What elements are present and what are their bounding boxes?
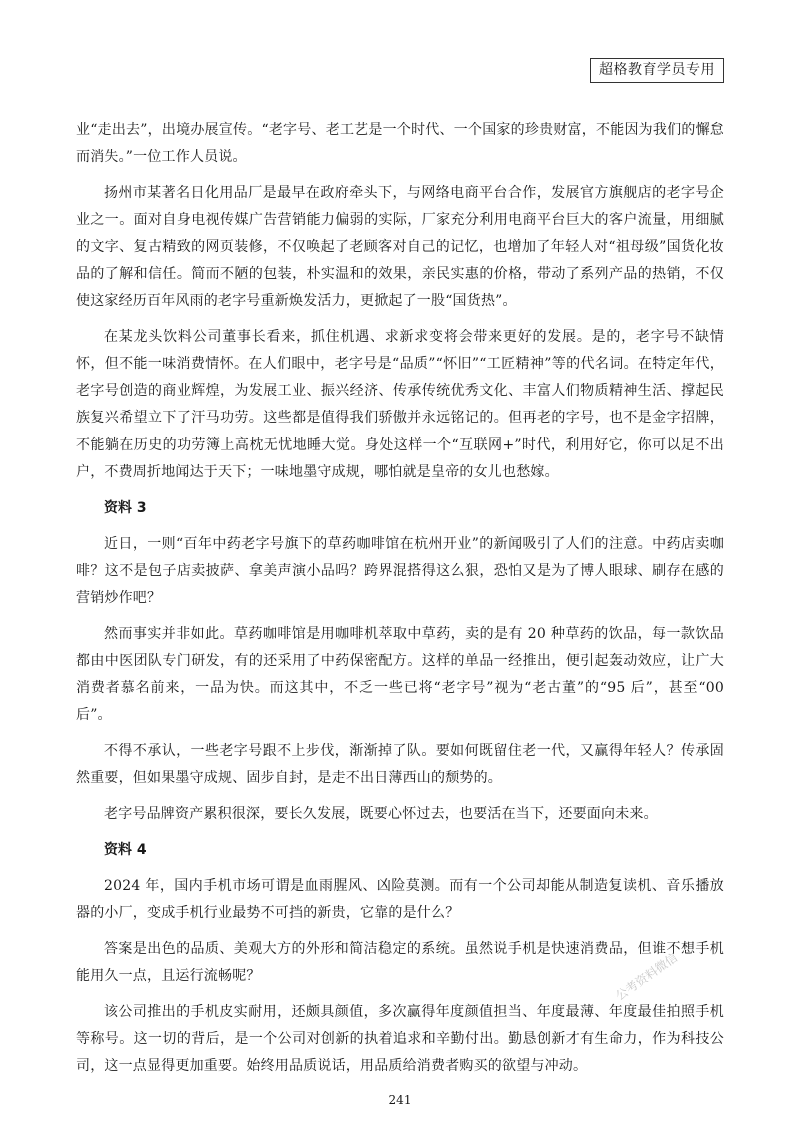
section-title-4: 资料 4 (104, 842, 147, 858)
watermark: 公考资料微信 (613, 950, 681, 1004)
paragraph: 在某龙头饮料公司董事长看来，抓住机遇、求新求变将会带来更好的发展。是的，老字号不缺情怀，但不能一味消费情怀。在人们眼中，老字号是“品质”“怀旧”“工匠精神”等的代名词。在特定年代，老字号创造的商业辉煌，为发展工业、振兴经济、传承传统优秀文化、丰富人们物质精神生活、撑起民族复兴希望立下了汗马功劳。这些都是值得我们骄傲并永远铭记的。但再老的字号，也不是金字招牌，不能躺在历史的功劳簿上高枕无忧地睡大觉。身处这样一个“互联网+”时代，利用好它，你可以足不出户，不费周折地闻达于天下；一味地墨守成规，哪怕就是皇帝的女儿也愁嫁。 (76, 329, 724, 480)
section-title-3: 资料 3 (104, 500, 147, 516)
paragraph: 老字号品牌资产累积很深，要长久发展，既要心怀过去，也要活在当下，还要面向未来。 (104, 806, 658, 822)
page-content (76, 117, 724, 1089)
paragraph: 答案是出色的品质、美观大方的外形和简洁稳定的系统。虽然说手机是快速消费品，但谁不想手机能用久一点，且运行流畅呢？ (76, 941, 724, 984)
paragraph: 近日，一则“百年中药老字号旗下的草药咖啡馆在杭州开业”的新闻吸引了人们的注意。中药店卖咖啡？这不是包子店卖披萨、拿美声演小品吗？跨界混搭得这么狠，恐怕又是为了博人眼球、刷存在感的营销炒作吧？ (76, 536, 724, 606)
paragraph: 扬州市某著名日化用品厂是最早在政府牵头下，与网络电商平台合作，发展官方旗舰店的老字号企业之一。面对自身电视传媒广告营销能力偏弱的实际，厂家充分利用电商平台巨大的客户流量，用细腻的文字、复古精致的网页装修，不仅唤起了老顾客对自己的记忆，也增加了年轻人对“祖母级”国货化妆品的了解和信任。简而不陋的包装，朴实温和的效果，亲民实惠的价格，带动了系列产品的热销，不仅使这家经历百年风雨的老字号重新焕发活力，更掀起了一股“国货热”。 (76, 185, 724, 309)
paragraph: 然而事实并非如此。草药咖啡馆是用咖啡机萃取中草药，卖的是有 20 种草药的饮品，每一款饮品都由中医团队专门研发，有的还采用了中药保密配方。这样的单品一经推出，便引起轰动效应，让广大消费者慕名前来，一品为快。而这其中，不乏一些已将“老字号”视为“老古董”的“95 后”，甚至“00 后”。 (76, 626, 724, 723)
paragraph: 不得不承认，一些老字号跟不上步伐，渐渐掉了队。要如何既留住老一代，又赢得年轻人？传承固然重要，但如果墨守成规、固步自封，是走不出日薄西山的颓势的。 (76, 743, 724, 786)
paragraph: 该公司推出的手机皮实耐用，还颇具颜值，多次赢得年度颜值担当、年度最薄、年度最佳拍照手机等称号。这一切的背后，是一个公司对创新的执着追求和辛勤付出。勤恳创新才有生命力，作为科技公司，这一点显得更加重要。始终用品质说话，用品质给消费者购买的欲望与冲动。 (76, 1004, 724, 1074)
paragraph: 业“走出去”，出境办展宣传。“老字号、老工艺是一个时代、一个国家的珍贵财富，不能因为我们的懈怠而消失。”一位工作人员说。 (76, 122, 724, 165)
header-label: 超格教育学员专用 (590, 58, 724, 83)
page-number: 241 (388, 1093, 412, 1107)
paragraph: 2024 年，国内手机市场可谓是血雨腥风、凶险莫测。而有一个公司却能从制造复读机、音乐播放器的小厂，变成手机行业最势不可挡的新贵，它靠的是什么？ (76, 878, 724, 921)
